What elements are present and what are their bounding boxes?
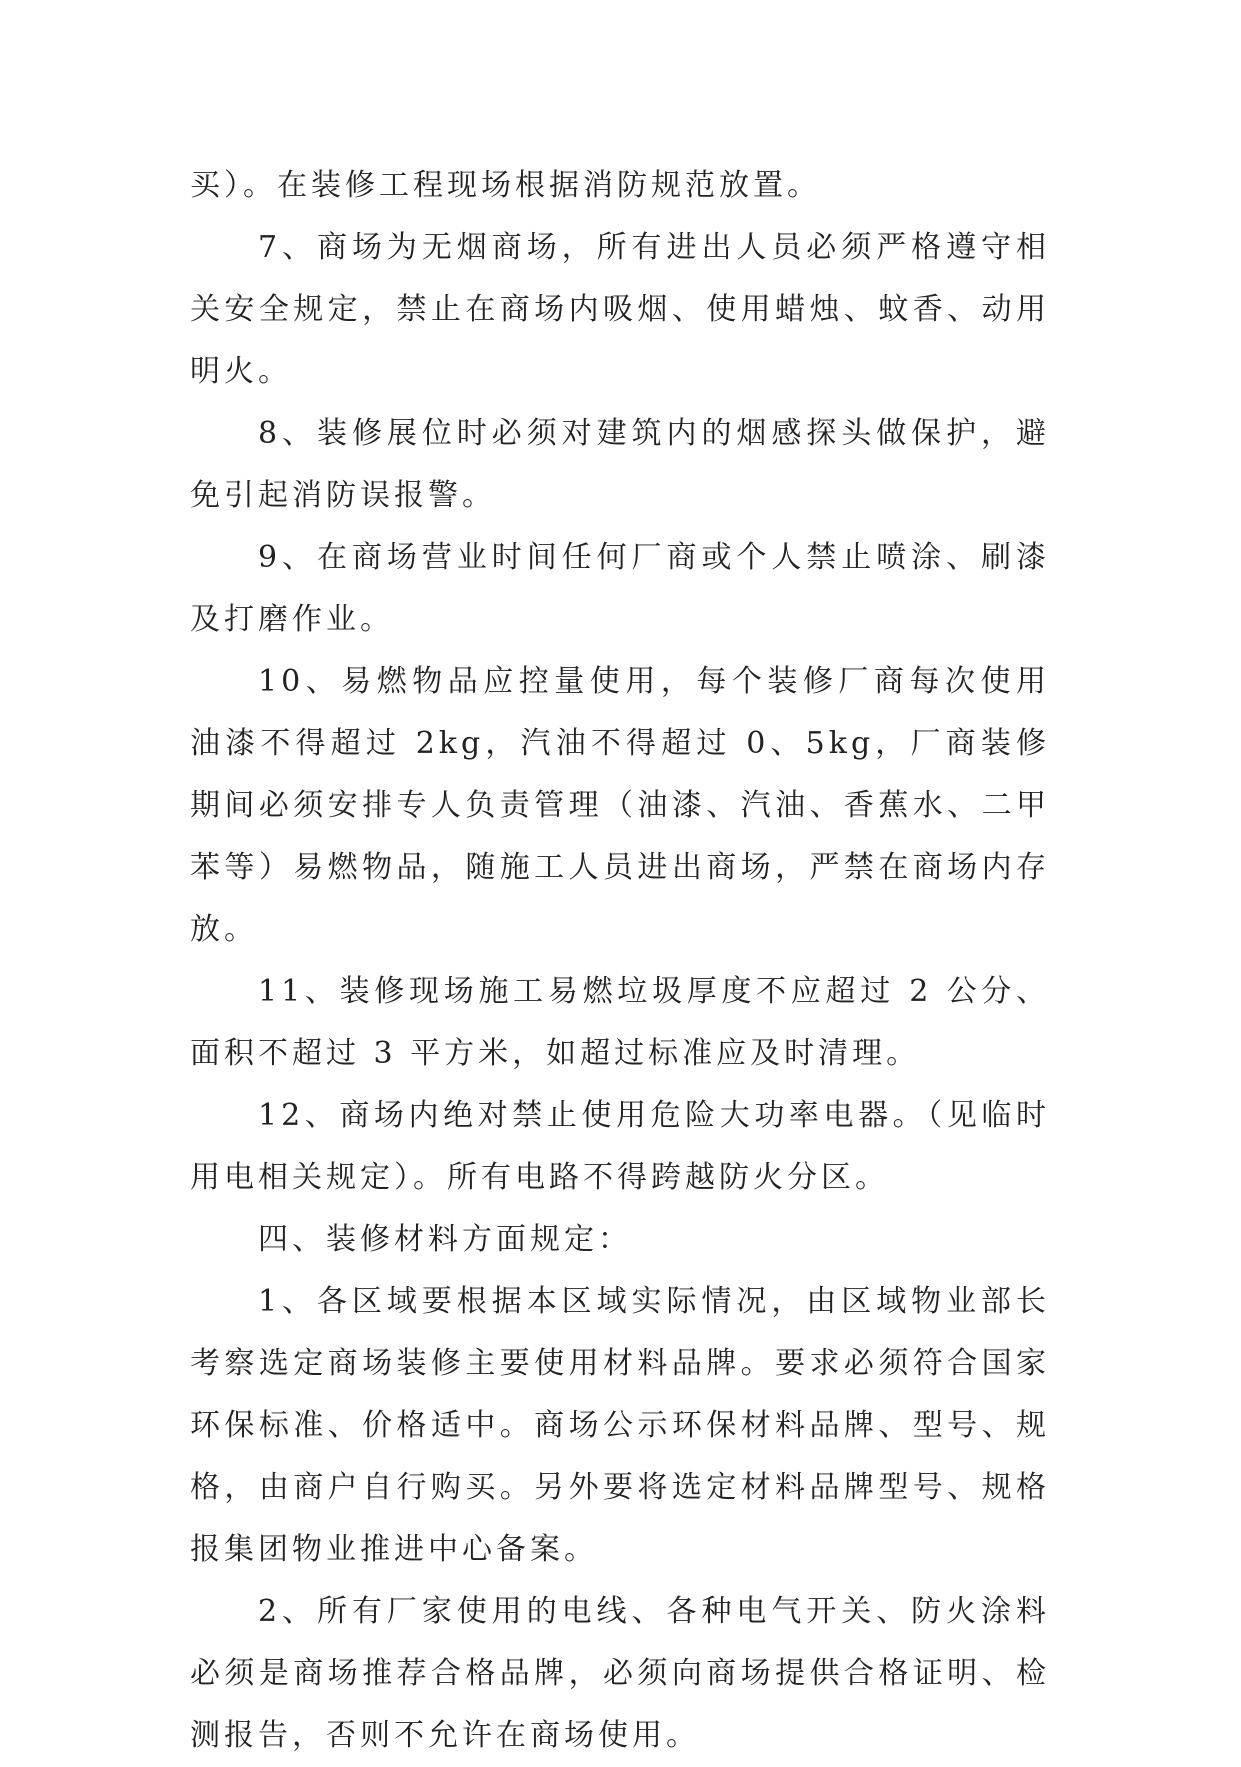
paragraph-material-1: 1、各区域要根据本区域实际情况，由区域物业部长考察选定商场装修主要使用材料品牌。要求必须符合国家环保标准、价格适中。商场公示环保材料品牌、型号、规格，由商户自行购买。另外要将选定材料品牌型号、规格报集团物业推进中心备案。 [190, 1284, 1050, 1567]
paragraph-material-2: 2、所有厂家使用的电线、各种电气开关、防火涂料必须是商场推荐合格品牌，必须向商场提供合格证明、检测报告，否则不允许在商场使用。 [190, 1594, 1050, 1753]
section-heading-4: 四、装修材料方面规定： [258, 1222, 632, 1257]
paragraph-continuation: 买）。在装修工程现场根据消防规范放置。 [190, 168, 821, 203]
paragraph-item-12: 12、商场内绝对禁止使用危险大功率电器。（见临时用电相关规定）。所有电路不得跨越防火分区。 [190, 1098, 1050, 1195]
paragraph-item-9: 9、在商场营业时间任何厂商或个人禁止喷涂、刷漆及打磨作业。 [190, 540, 1050, 637]
paragraph-item-10: 10、易燃物品应控量使用，每个装修厂商每次使用油漆不得超过 2kg，汽油不得超过 0、5kg，厂商装修期间必须安排专人负责管理（油漆、汽油、香蕉水、二甲苯等）易燃物品，随施工人员进出商场，严禁在商场内存放。 [190, 664, 1050, 947]
paragraph-item-8: 8、装修展位时必须对建筑内的烟感探头做保护，避免引起消防误报警。 [190, 416, 1050, 513]
paragraph-item-7: 7、商场为无烟商场，所有进出人员必须严格遵守相关安全规定，禁止在商场内吸烟、使用蜡烛、蚊香、动用明火。 [190, 230, 1050, 389]
document-body [190, 155, 1050, 1767]
paragraph-item-11: 11、装修现场施工易燃垃圾厚度不应超过 2 公分、面积不超过 3 平方米，如超过标准应及时清理。 [190, 974, 1050, 1071]
